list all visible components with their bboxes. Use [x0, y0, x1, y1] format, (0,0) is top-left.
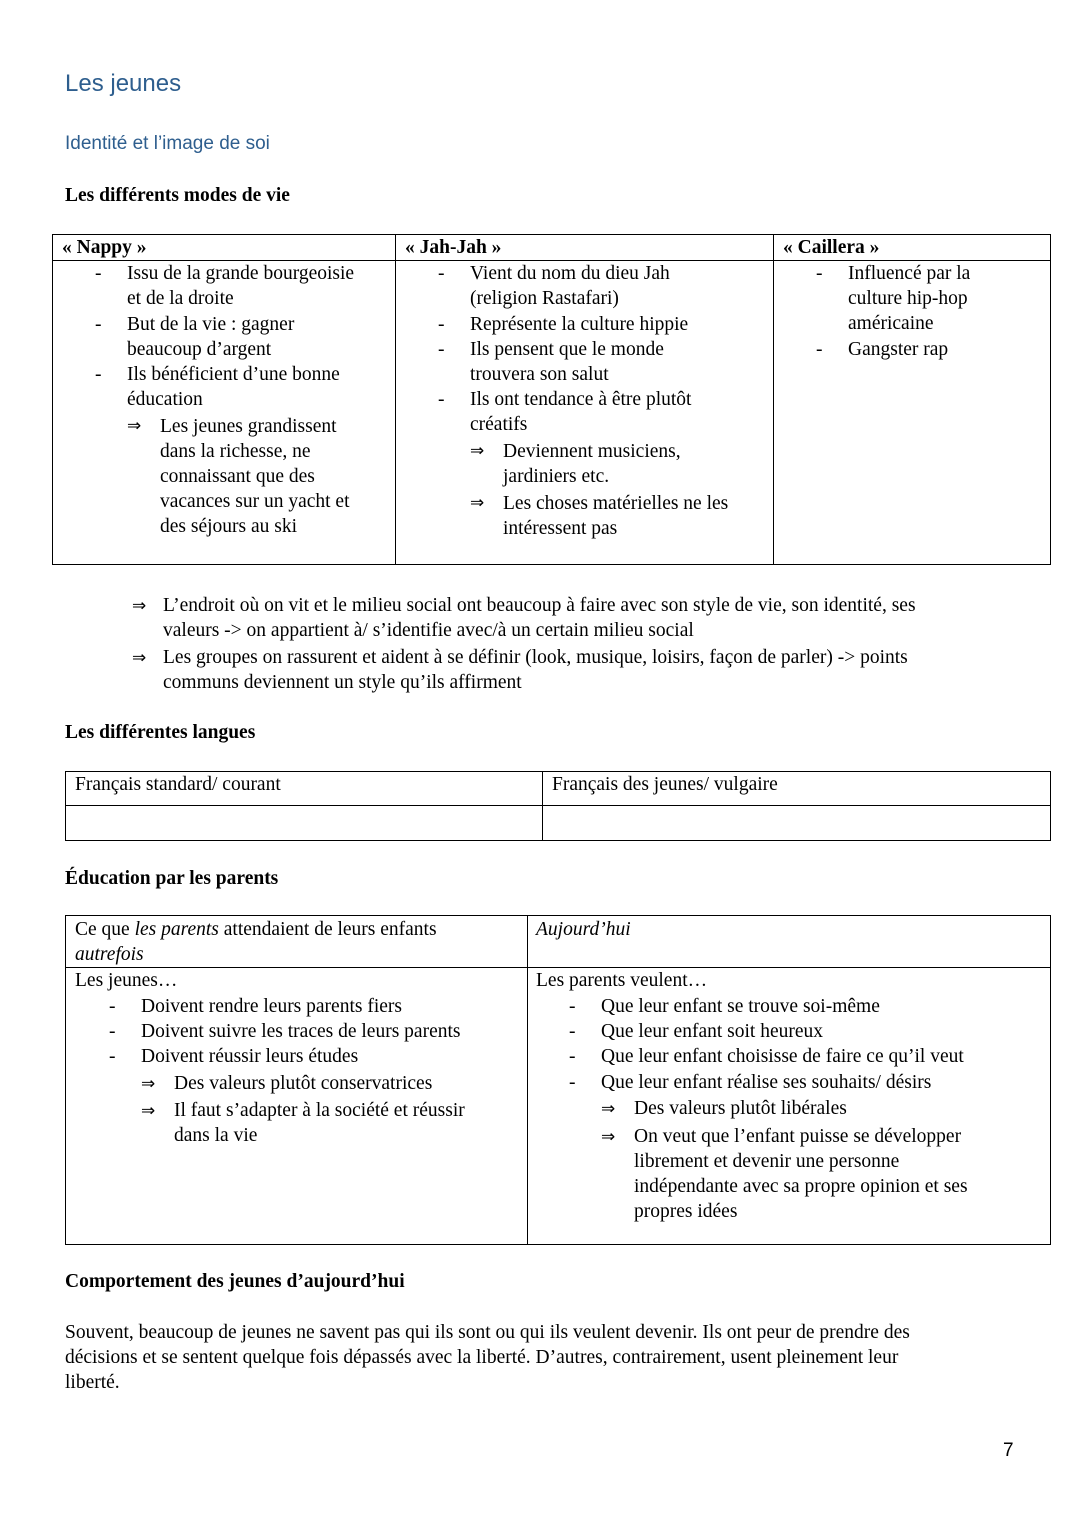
arrow-icon: ⇒: [470, 441, 485, 461]
comportement-line: liberté.: [65, 1372, 120, 1393]
jahjah-line: Ils pensent que le monde: [470, 339, 664, 360]
nappy-line: dans la richesse, ne: [160, 441, 311, 462]
jahjah-line: Vient du nom du dieu Jah: [470, 263, 670, 284]
conclusion-line: Les groupes on rassurent et aident à se définir (look, musique, loisirs, façon de parler) -> points: [163, 647, 908, 668]
left-line: Doivent suivre les traces de leurs parents: [141, 1021, 461, 1042]
left-line: Doivent rendre leurs parents fiers: [141, 996, 402, 1017]
jahjah-line: Représente la culture hippie: [470, 314, 689, 335]
arrow-icon: ⇒: [601, 1099, 616, 1119]
arrow-icon: ⇒: [141, 1074, 156, 1094]
bullet-dash: -: [438, 314, 445, 335]
heading-langues: Les différentes langues: [65, 722, 256, 743]
heading-modes-de-vie: Les différents modes de vie: [65, 185, 290, 206]
bullet-dash: -: [438, 389, 445, 410]
nappy-line: Les jeunes grandissent: [160, 416, 337, 437]
jahjah-line: Ils ont tendance à être plutôt: [470, 389, 692, 410]
arrow-icon: ⇒: [470, 493, 485, 513]
education-header-left-cont: autrefois: [75, 944, 144, 965]
bullet-dash: -: [569, 996, 576, 1017]
bullet-dash: -: [816, 339, 823, 360]
bullet-dash: -: [109, 1046, 116, 1067]
bullet-dash: -: [438, 263, 445, 284]
nappy-line: et de la droite: [127, 288, 234, 309]
langue-jeunes: Français des jeunes/ vulgaire: [552, 774, 778, 795]
right-line: librement et devenir une personne: [634, 1151, 900, 1172]
comportement-line: Souvent, beaucoup de jeunes ne savent pas qui ils sont ou qui ils veulent devenir. Ils ont peur de prendre des: [65, 1322, 910, 1343]
heading-education: Éducation par les parents: [65, 868, 279, 889]
jahjah-line: jardiniers etc.: [503, 466, 610, 487]
left-line: Doivent réussir leurs études: [141, 1046, 359, 1067]
jahjah-line: Les choses matérielles ne les: [503, 493, 729, 514]
caillera-header: « Caillera »: [783, 237, 880, 258]
langue-standard: Français standard/ courant: [75, 774, 281, 795]
bullet-dash: -: [109, 996, 116, 1017]
bullet-dash: -: [569, 1072, 576, 1093]
left-intro: Les jeunes…: [75, 970, 178, 991]
nappy-line: éducation: [127, 389, 203, 410]
arrow-icon: ⇒: [141, 1101, 156, 1121]
nappy-line: Issu de la grande bourgeoisie: [127, 263, 355, 284]
nappy-line: Ils bénéficient d’une bonne: [127, 364, 340, 385]
right-line: propres idées: [634, 1201, 738, 1222]
caillera-line: Influencé par la: [848, 263, 971, 284]
caillera-line: culture hip-hop: [848, 288, 968, 309]
right-intro: Les parents veulent…: [536, 970, 708, 991]
education-header-left: Ce que les parents attendaient de leurs enfants: [75, 919, 437, 940]
left-line: dans la vie: [174, 1125, 258, 1146]
bullet-dash: -: [95, 364, 102, 385]
bullet-dash: -: [438, 339, 445, 360]
jahjah-line: créatifs: [470, 414, 528, 435]
jahjah-line: (religion Rastafari): [470, 288, 619, 309]
nappy-line: But de la vie : gagner: [127, 314, 295, 335]
arrow-icon: ⇒: [601, 1127, 616, 1147]
arrow-icon: ⇒: [132, 596, 147, 616]
heading-comportement: Comportement des jeunes d’aujourd’hui: [65, 1271, 405, 1292]
bullet-dash: -: [816, 263, 823, 284]
right-line: indépendante avec sa propre opinion et ses: [634, 1176, 968, 1197]
nappy-line: vacances sur un yacht et: [160, 491, 350, 512]
right-line: Que leur enfant réalise ses souhaits/ désirs: [601, 1072, 932, 1093]
page-subtitle: Identité et l’image de soi: [65, 133, 270, 154]
education-header-right: Aujourd’hui: [536, 919, 631, 940]
conclusion-line: L’endroit où on vit et le milieu social ont beaucoup à faire avec son style de vie, son identité, ses: [163, 595, 916, 616]
comportement-line: décisions et se sentent quelque fois dépassés avec la liberté. D’autres, contrairement, usent pleinement leur: [65, 1347, 899, 1368]
jahjah-line: trouvera son salut: [470, 364, 609, 385]
caillera-line: américaine: [848, 313, 934, 334]
bullet-dash: -: [95, 263, 102, 284]
conclusion-line: communs deviennent un style qu’ils affirment: [163, 672, 522, 693]
bullet-dash: -: [95, 314, 102, 335]
jahjah-line: intéressent pas: [503, 518, 618, 539]
page-number: 7: [1003, 1440, 1014, 1461]
nappy-header: « Nappy »: [62, 237, 147, 258]
right-line: Que leur enfant choisisse de faire ce qu’il veut: [601, 1046, 964, 1067]
page-title: Les jeunes: [65, 70, 182, 97]
jahjah-header: « Jah-Jah »: [405, 237, 502, 258]
conclusion-line: valeurs -> on appartient à/ s’identifie avec/à un certain milieu social: [163, 620, 694, 641]
bullet-dash: -: [109, 1021, 116, 1042]
left-line: Des valeurs plutôt conservatrices: [174, 1073, 433, 1094]
nappy-line: beaucoup d’argent: [127, 339, 272, 360]
nappy-line: connaissant que des: [160, 466, 315, 487]
caillera-line: Gangster rap: [848, 339, 949, 360]
jahjah-line: Deviennent musiciens,: [503, 441, 681, 462]
right-line: Des valeurs plutôt libérales: [634, 1098, 847, 1119]
arrow-icon: ⇒: [127, 416, 142, 436]
right-line: Que leur enfant se trouve soi-même: [601, 996, 880, 1017]
arrow-icon: ⇒: [132, 648, 147, 668]
nappy-line: des séjours au ski: [160, 516, 298, 537]
right-line: On veut que l’enfant puisse se développer: [634, 1126, 962, 1147]
bullet-dash: -: [569, 1046, 576, 1067]
bullet-dash: -: [569, 1021, 576, 1042]
right-line: Que leur enfant soit heureux: [601, 1021, 824, 1042]
left-line: Il faut s’adapter à la société et réussir: [174, 1100, 465, 1121]
